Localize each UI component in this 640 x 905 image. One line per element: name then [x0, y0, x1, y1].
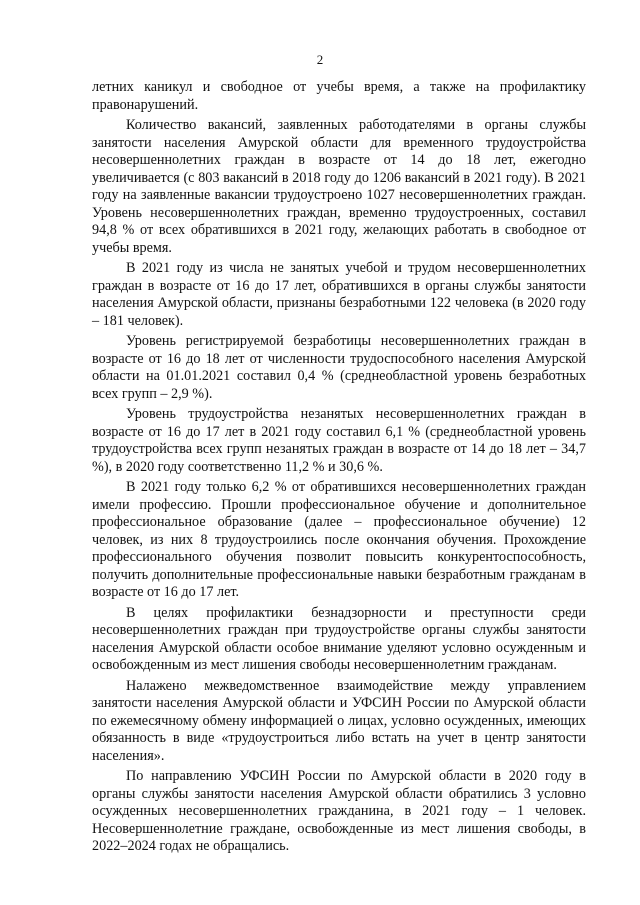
- paragraph-unemployment-rate: Уровень регистрируемой безработицы несовершеннолетних граждан в возрасте от 16 до 18 лет от численности трудоспособного населения Амурской области на 01.01.2021 составил 0,4 % (среднеобластной уровень безработных всех групп – 2,9 %).: [92, 333, 586, 402]
- paragraph-vacancies: Количество вакансий, заявленных работодателями в органы службы занятости населения Амурской области для временного трудоустройства несовершеннолетних граждан в возрасте от 14 до 18 лет, ежегодно увеличивается (с 803 вакансий в 2018 году до 1206 вакансий в 2021 году). В 2021 году на заявленные вакансии трудоустроено 1027 несовершеннолетних граждан. Уровень несовершеннолетних граждан, временно трудоустроенных, составил 94,8 % от всех обратившихся в 2021 году, желающих работать в свободное от учебы время.: [92, 117, 586, 256]
- paragraph-crime-prevention: В целях профилактики безнадзорности и преступности среди несовершеннолетних граждан при трудоустройстве органы службы занятости населения Амурской области особое внимание уделяют условно осужденным и освобожденным из мест лишения свободы несовершеннолетним гражданам.: [92, 604, 586, 673]
- paragraph-unemployed-count: В 2021 году из числа не занятых учебой и трудом несовершеннолетних граждан в возрасте от 16 до 17 лет, обратившихся в органы службы занятости населения Амурской области, признаны безработными 122 человека (в 2020 году – 181 человек).: [92, 260, 586, 329]
- paragraph-ufsin-referrals: По направлению УФСИН России по Амурской области в 2020 году в органы службы занятости населения Амурской области обратились 3 условно осужденных несовершеннолетних гражданина, в 2021 году – 1 человек. Несовершеннолетние граждане, освобожденные из мест лишения свободы, в 2022–2024 годах не обращались.: [92, 768, 586, 854]
- paragraph-vocational-training: В 2021 году только 6,2 % от обратившихся несовершеннолетних граждан имели профессию. Прошли профессиональное обучение и дополнительное профессиональное образование (далее – профессиональное обучение) 12 человек, из них 8 трудоустроились после окончания обучения. Прохождение профессионального обучения позволит повысить конкурентоспособность, получить дополнительные профессиональные навыки безработным гражданам в возрасте от 16 до 17 лет.: [92, 479, 586, 600]
- paragraph-continuation: летних каникул и свободное от учебы время, а также на профилактику правонарушений.: [92, 79, 586, 113]
- paragraph-employment-rate: Уровень трудоустройства незанятых несовершеннолетних граждан в возрасте от 16 до 17 лет в 2021 году составил 6,1 % (среднеобластной уровень трудоустройства всех групп незанятых граждан в возрасте от 14 до 18 лет – 34,7 %), в 2020 году соответственно 11,2 % и 30,6 %.: [92, 406, 586, 475]
- document-body: [92, 79, 586, 859]
- page-number: 2: [316, 52, 324, 67]
- paragraph-interagency-cooperation: Налажено межведомственное взаимодействие между управлением занятости населения Амурской области и УФСИН России по Амурской области по ежемесячному обмену информацией о лицах, условно осужденных, имеющих обязанность в виде «трудоустроиться либо встать на учет в центр занятости населения».: [92, 677, 586, 764]
